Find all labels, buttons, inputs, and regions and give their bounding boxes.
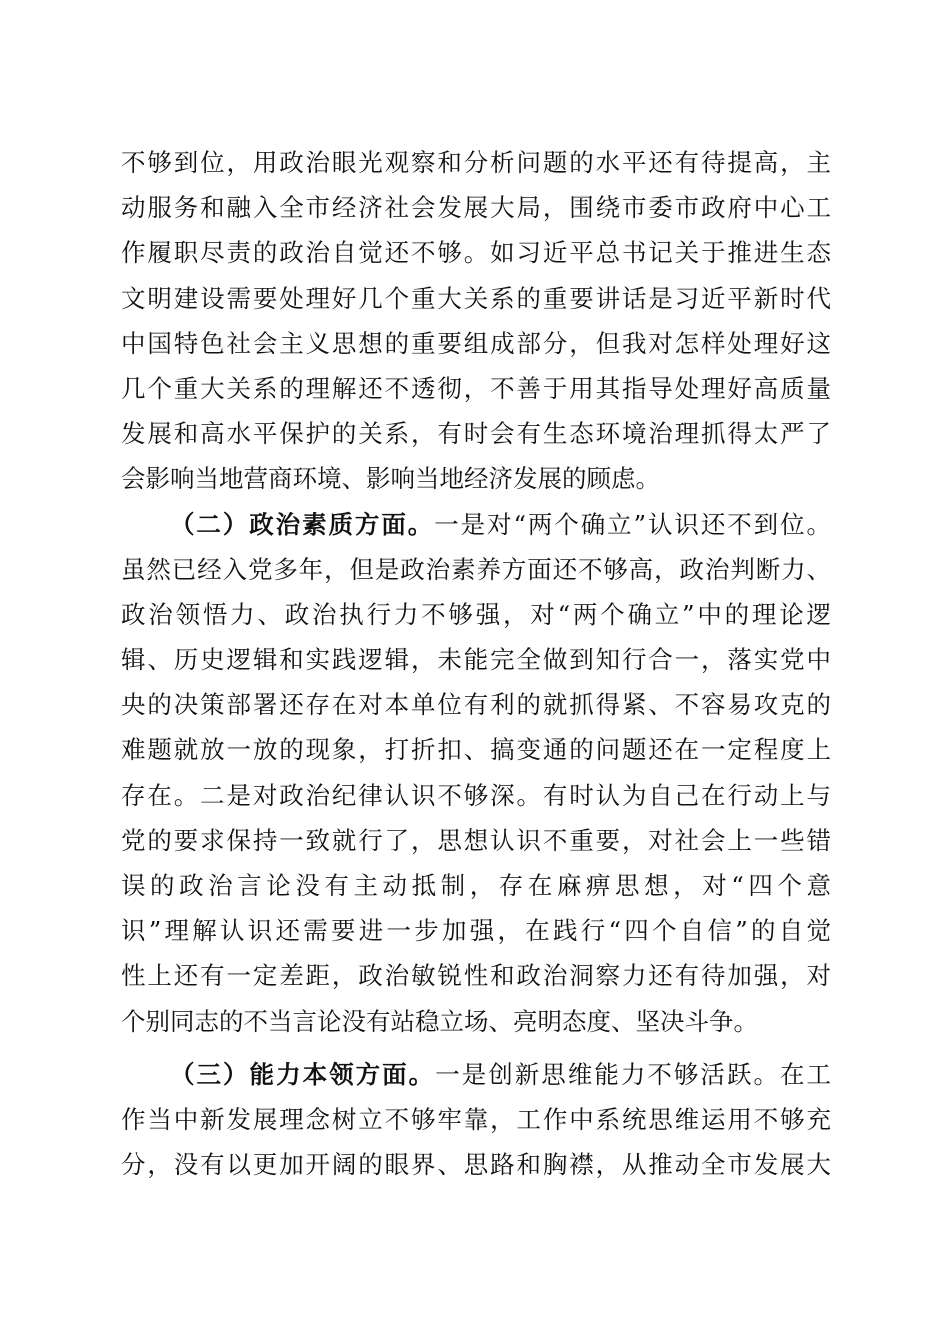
text-run: 一是对“两个确立”认识还不到位。: [434, 509, 831, 539]
text-line: 难题就放一放的现象，打折扣、搞变通的问题还在一定程度上: [121, 735, 831, 765]
text-line: 虽然已经入党多年，但是政治素养方面还不够高，政治判断力、: [121, 554, 831, 584]
paragraph-first-line: [121, 1052, 831, 1097]
text-line: 存在。二是对政治纪律认识不够深。有时认为自己在行动上与: [121, 780, 831, 810]
text-line: 发展和高水平保护的关系，有时会有生态环境治理抓得太严了: [121, 419, 831, 449]
text-line: 作履职尽责的政治自觉还不够。如习近平总书记关于推进生态: [121, 238, 831, 268]
text-line: 几个重大关系的理解还不透彻，不善于用其指导处理好高质量: [121, 373, 831, 403]
paragraph-first-line: [121, 502, 831, 547]
text-line: 中国特色社会主义思想的重要组成部分，但我对怎样处理好这: [121, 328, 831, 358]
paragraph-political-quality: [121, 502, 831, 1044]
text-line: 动服务和融入全市经济社会发展大局，围绕市委市政府中心工: [121, 193, 831, 223]
text-line: 作当中新发展理念树立不够牢靠，工作中系统思维运用不够充: [121, 1104, 831, 1134]
paragraph-ability: [121, 1052, 831, 1188]
text-line: 党的要求保持一致就行了，思想认识不重要，对社会上一些错: [121, 825, 831, 855]
text-line: 文明建设需要处理好几个重大关系的重要讲话是习近平新时代: [121, 283, 831, 313]
text-line: 会影响当地营商环境、影响当地经济发展的顾虑。: [121, 464, 660, 494]
section-heading: （二）政治素质方面。: [170, 509, 435, 539]
text-line: 误的政治言论没有主动抵制，存在麻痹思想，对“四个意: [121, 871, 831, 900]
text-line: 不够到位，用政治眼光观察和分析问题的水平还有待提高，主: [121, 148, 831, 177]
section-heading: （三）能力本领方面。: [170, 1059, 436, 1089]
text-run: 一是创新思维能力不够活跃。在工: [435, 1059, 832, 1089]
paragraph-political-awareness-continued: [121, 140, 831, 502]
text-line: 识”理解认识还需要进一步加强，在践行“四个自信”的自觉: [121, 916, 831, 946]
text-line: 辑、历史逻辑和实践逻辑，未能完全做到知行合一，落实党中: [121, 645, 831, 675]
text-line: 分，没有以更加开阔的眼界、思路和胸襟，从推动全市发展大: [121, 1150, 831, 1180]
text-line: 央的决策部署还存在对本单位有利的就抓得紧、不容易攻克的: [121, 690, 831, 720]
document-body: [121, 140, 831, 1187]
text-line: 政治领悟力、政治执行力不够强，对“两个确立”中的理论逻: [121, 599, 831, 629]
text-line: 个别同志的不当言论没有站稳立场、亮明态度、坚决斗争。: [121, 1006, 758, 1036]
text-line: 性上还有一定差距，政治敏锐性和政治洞察力还有待加强，对: [121, 961, 831, 991]
